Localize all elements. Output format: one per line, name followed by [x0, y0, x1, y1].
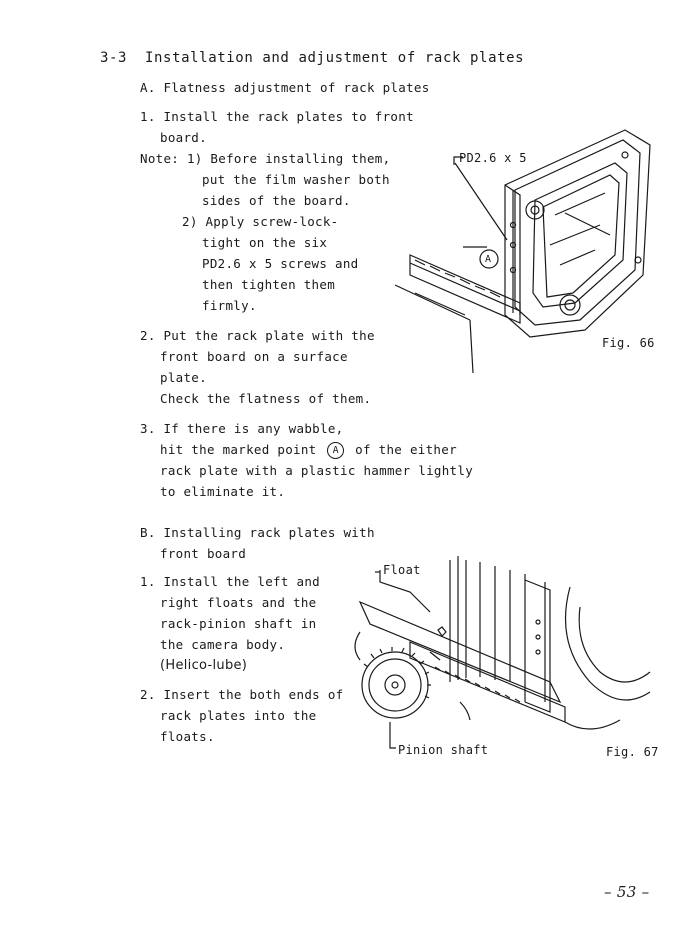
part-b-heading-line1: B. Installing rack plates with — [140, 525, 375, 540]
note2-line1: 2) Apply screw-lock- — [182, 214, 339, 229]
a-step1-line1: 1. Install the rack plates to front — [140, 109, 414, 124]
b-step1-line4: the camera body. — [160, 637, 286, 652]
camera-body-pinion-drawing — [350, 552, 655, 752]
float-label: Float — [383, 563, 421, 577]
note1-line1: put the film washer both — [202, 172, 390, 187]
a-step1-line2: board. — [160, 130, 207, 145]
note2-line3: PD2.6 x 5 screws and — [202, 256, 359, 271]
section-number: 3-3 — [100, 50, 128, 66]
b-step1-line3: rack-pinion shaft in — [160, 616, 317, 631]
part-b-heading-line2: front board — [160, 546, 247, 561]
a-step3-line3: rack plate with a plastic hammer lightly — [160, 463, 474, 478]
a-step2-line2: front board on a surface — [160, 349, 348, 364]
note2-line2: tight on the six — [202, 235, 328, 250]
screw-label: PD2.6 x 5 — [459, 151, 527, 165]
helico-lube-note: (Helico-lube) — [160, 658, 248, 673]
point-a-mark: A — [327, 442, 344, 459]
a-step2-line1: 2. Put the rack plate with the — [140, 328, 375, 343]
page-number: – 53 – — [604, 883, 650, 901]
a-step3-hit-pre: hit the marked point — [160, 442, 317, 457]
b-step1-line2: right floats and the — [160, 595, 317, 610]
pinion-shaft-label: Pinion shaft — [398, 743, 489, 757]
b-step2-line1: 2. Insert the both ends of — [140, 687, 344, 702]
part-a-heading: A. Flatness adjustment of rack plates — [140, 80, 430, 95]
a-step3-hit-post: of the either — [355, 442, 457, 457]
fig67-caption: Fig. 67 — [606, 745, 659, 759]
fig66-point-label: A — [485, 254, 492, 265]
note2-line5: firmly. — [202, 298, 257, 313]
a-step3-line4: to eliminate it. — [160, 484, 286, 499]
a-step3-line2 — [160, 439, 457, 460]
note2-line4: then tighten them — [202, 277, 336, 292]
fig66-caption: Fig. 66 — [602, 336, 655, 350]
a-step2-line4: Check the flatness of them. — [160, 391, 372, 406]
note-line1: Note: 1) Before installing them, — [140, 151, 391, 166]
section-title: Installation and adjustment of rack plates — [145, 50, 525, 66]
b-step2-line3: floats. — [160, 729, 215, 744]
b-step2-line2: rack plates into the — [160, 708, 317, 723]
a-step2-line3: plate. — [160, 370, 207, 385]
b-step1-line1: 1. Install the left and — [140, 574, 320, 589]
screw-label-leader — [452, 154, 464, 166]
a-step3-line1: 3. If there is any wabble, — [140, 421, 344, 436]
note1-line2: sides of the board. — [202, 193, 351, 208]
